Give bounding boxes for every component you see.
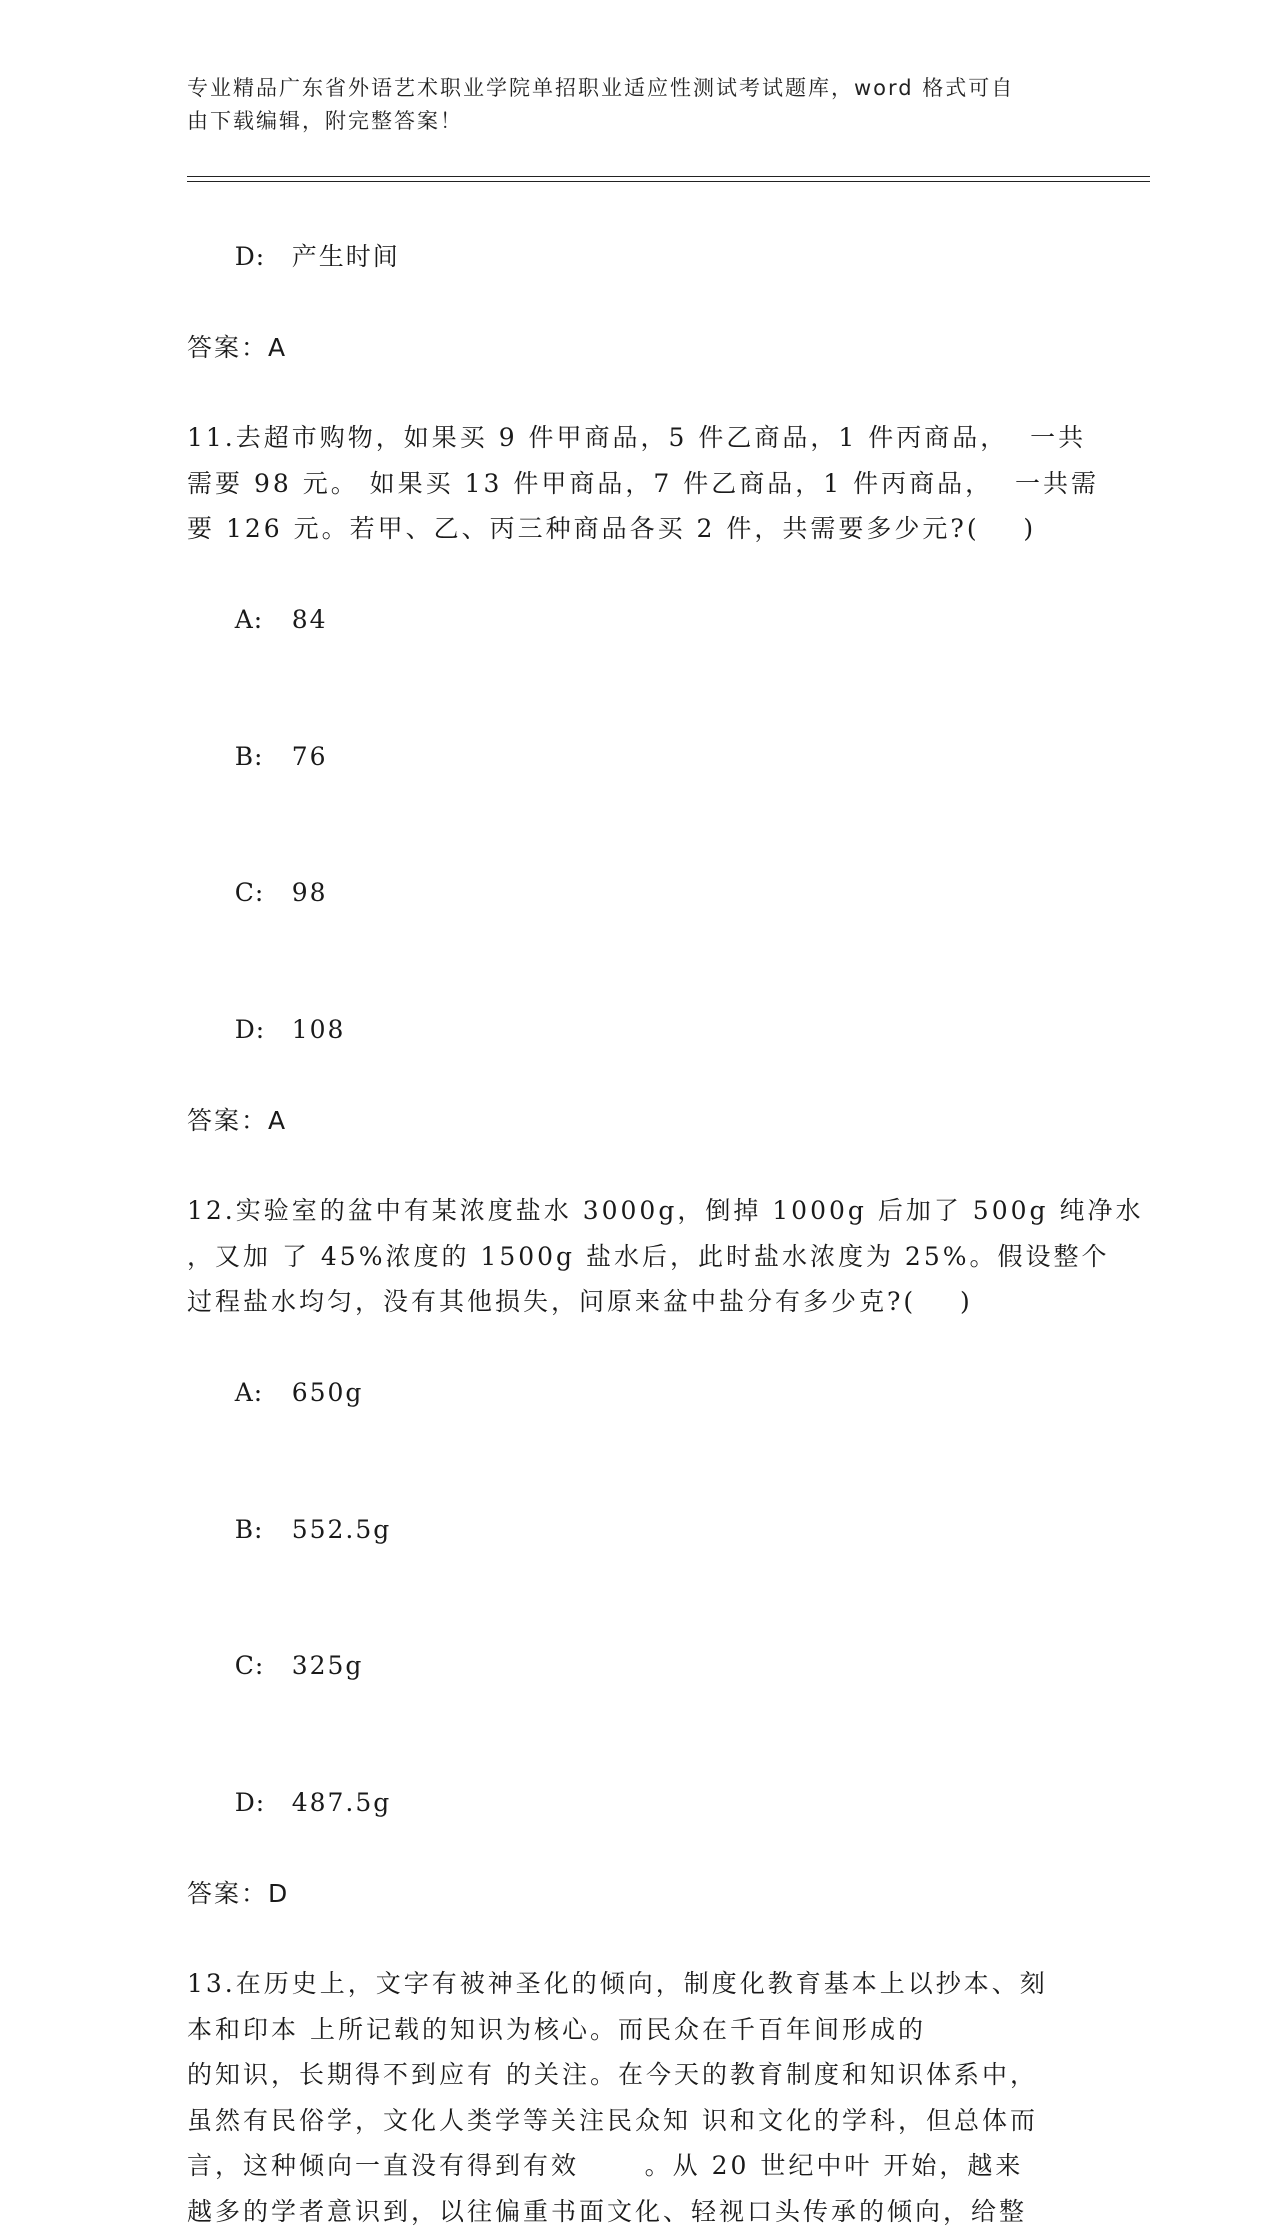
answer-line: 答案：A [187,325,1087,371]
option-b [187,1461,1087,1598]
option-value: 76 [292,742,328,771]
option-key: B: [235,734,292,780]
question-line: 要 126 元。若甲、乙、丙三种商品各买 2 件，共需要多少元?( ) [187,506,1087,552]
question-line: ，又加 了 45%浓度的 1500g 盐水后，此时盐水浓度为 25%。假设整个 [187,1234,1087,1280]
option-c [187,825,1087,962]
question-line: 越多的学者意识到，以往偏重书面文化、轻视口头传承的倾向，给整 [187,2189,1087,2234]
option-key: D: [235,1007,292,1053]
option-key: A: [235,597,292,643]
question-content [187,188,1087,2234]
option-b [187,688,1087,825]
option-a [187,1325,1087,1462]
option-d [187,961,1087,1098]
question-line: 过程盐水均匀，没有其他损失，问原来盆中盐分有多少克?( ) [187,1279,1087,1325]
option-value: 325g [292,1651,364,1680]
question-line: 11.去超市购物，如果买 9 件甲商品，5 件乙商品，1 件丙商品， 一共 [187,415,1087,461]
question-line: 言，这种倾向一直没有得到有效 。从 20 世纪中叶 开始，越来 [187,2143,1087,2189]
option-key: D: [235,1780,292,1826]
option-d [187,1734,1087,1871]
option-value: 650g [292,1378,364,1407]
option-c [187,1598,1087,1735]
option-value: 产生时间 [292,242,400,271]
option-d [187,188,1087,325]
answer-line: 答案：D [187,1871,1087,1917]
header-divider-top [187,176,1150,177]
question-12-text [187,1188,1087,1325]
question-line: 12.实验室的盆中有某浓度盐水 3000g，倒掉 1000g 后加了 500g 纯净水 [187,1188,1087,1234]
option-key: C: [235,1643,292,1689]
option-key: B: [235,1507,292,1553]
header-line-2: 由下载编辑，附完整答案！ [187,105,1067,138]
option-key: A: [235,1370,292,1416]
header-divider-bottom [187,181,1150,182]
option-key: C: [235,870,292,916]
option-value: 108 [292,1015,346,1044]
question-line: 本和印本 上所记载的知识为核心。而民众在千百年间形成的 [187,2007,1087,2053]
option-key: D: [235,234,292,280]
option-value: 552.5g [292,1515,392,1544]
answer-line: 答案：A [187,1098,1087,1144]
header-line-1: 专业精品广东省外语艺术职业学院单招职业适应性测试考试题库，word 格式可自 [187,72,1067,105]
question-line: 13.在历史上，文字有被神圣化的倾向，制度化教育基本上以抄本、刻 [187,1961,1087,2007]
question-line: 需要 98 元。 如果买 13 件甲商品，7 件乙商品，1 件丙商品， 一共需 [187,461,1087,507]
option-value: 487.5g [292,1788,392,1817]
page-header [187,72,1067,138]
question-line: 的知识，长期得不到应有 的关注。在今天的教育制度和知识体系中， [187,2052,1087,2098]
question-13-text [187,1961,1087,2234]
option-value: 98 [292,878,328,907]
question-line: 虽然有民俗学，文化人类学等关注民众知 识和文化的学科，但总体而 [187,2098,1087,2144]
option-a [187,552,1087,689]
question-11-text [187,415,1087,552]
option-value: 84 [292,605,328,634]
